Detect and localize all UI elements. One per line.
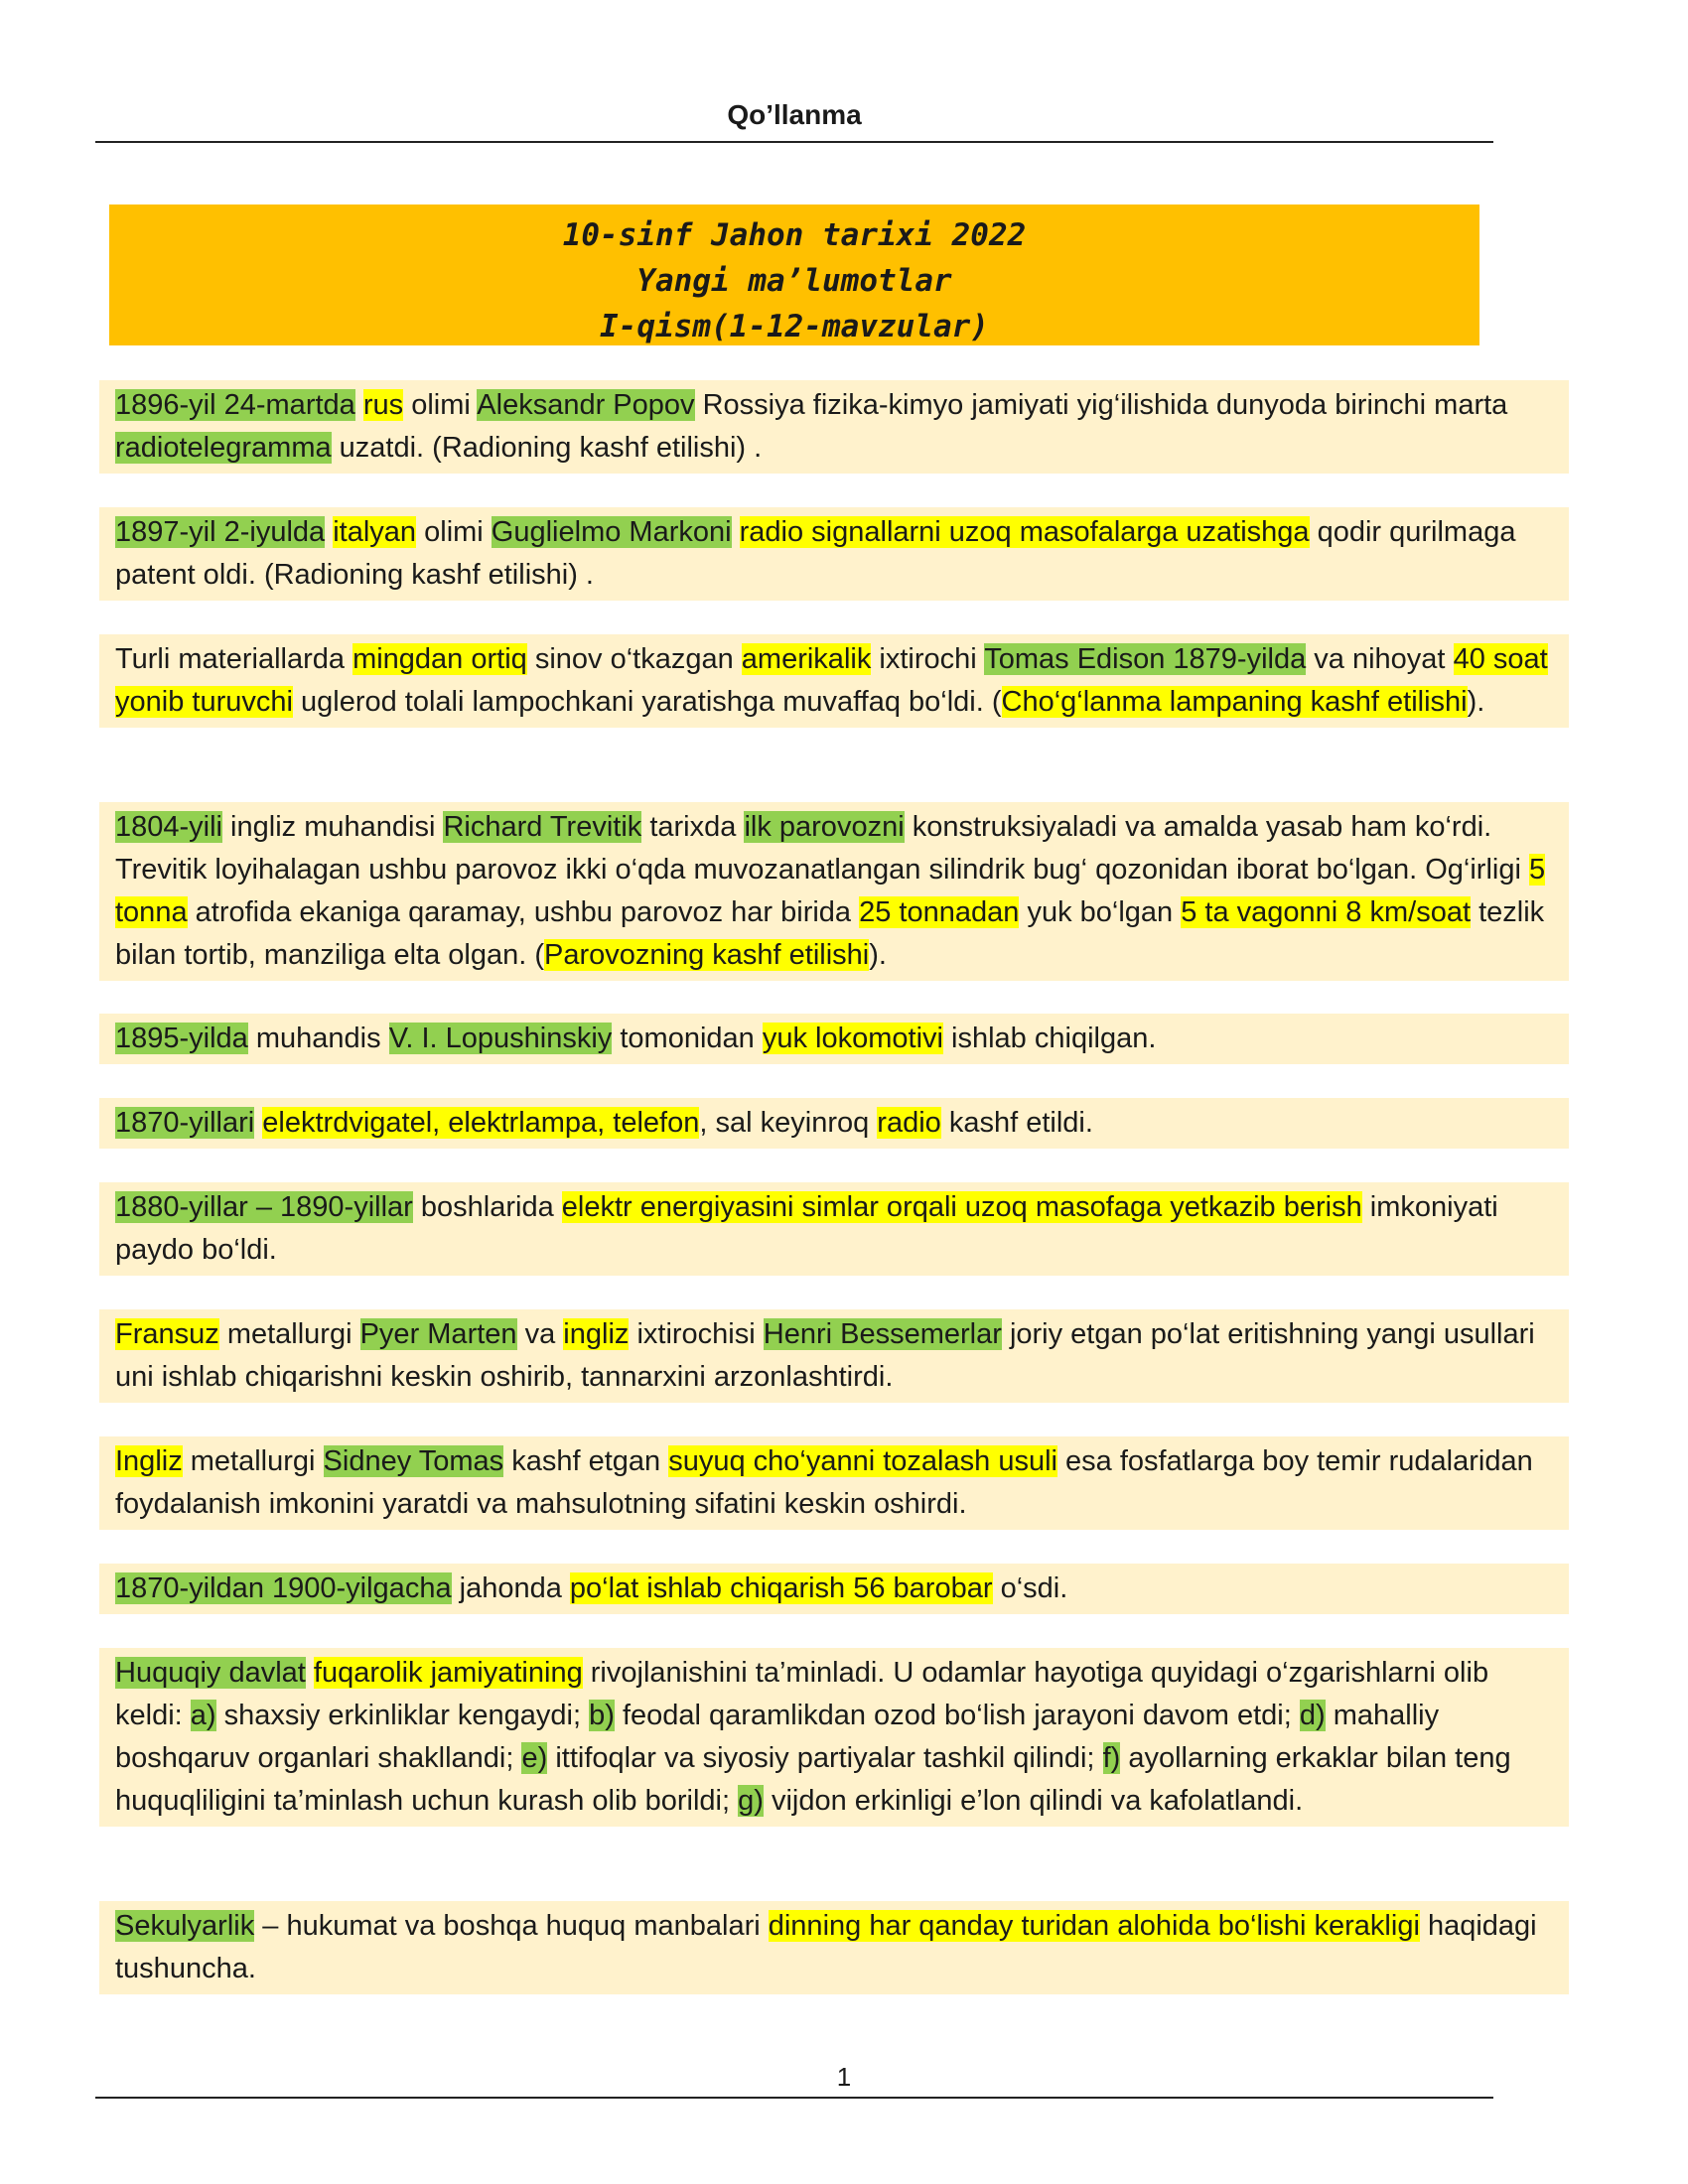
paragraph-text: , sal keyinroq: [699, 1107, 878, 1139]
highlight-green: b): [589, 1700, 615, 1731]
title-line-2: Yangi ma’lumotlar: [636, 263, 952, 299]
paragraph-text: atrofida ekaniga qaramay, ushbu parovoz har birida: [187, 896, 860, 928]
paragraph-text: tomonidan: [612, 1023, 763, 1054]
highlight-green: e): [521, 1742, 548, 1774]
paragraph-text: va nihoyat: [1306, 643, 1454, 675]
paragraph-text: shaxsiy erkinliklar kengaydi;: [215, 1700, 590, 1731]
paragraph-text: joriy etgan po‘lat eritishning yangi usullari uni ishlab chiqarishni keskin oshirib, tannarxini arzonlashtirdi.: [115, 1318, 1535, 1393]
paragraph-7: [99, 1182, 1569, 1276]
highlight-yellow: elektr energiyasini simlar orqali uzoq masofaga yetkazib berish: [561, 1191, 1362, 1223]
paragraph-text: boshlarida: [412, 1191, 562, 1223]
paragraph-text: ).: [869, 939, 887, 971]
paragraph-text: feodal qaramlikdan ozod bo‘lish jarayoni davom etdi;: [614, 1700, 1300, 1731]
highlight-yellow: Parovozning kashf etilishi: [544, 939, 870, 971]
paragraph-text: haqidagi tushuncha.: [115, 1910, 1537, 1984]
highlight-green: f): [1102, 1742, 1121, 1774]
highlight-yellow: Fransuz: [115, 1318, 219, 1350]
paragraph-text: Rossiya fizika-kimyo jamiyati yig‘ilishida dunyoda birinchi marta: [694, 389, 1508, 421]
paragraph-text: o‘sdi.: [992, 1572, 1068, 1604]
paragraph-text: qodir qurilmaga patent oldi. (Radioning kashf etilishi) .: [115, 516, 1516, 591]
highlight-yellow: 5 tonna: [115, 854, 1546, 928]
highlight-yellow: italyan: [333, 516, 417, 548]
paragraph-text: vijdon erkinligi e’lon qilindi va kafolatlandi.: [763, 1785, 1304, 1817]
highlight-yellow: ingliz: [563, 1318, 630, 1350]
paragraph-text: va: [516, 1318, 564, 1350]
paragraph-text: konstruksiyaladi va amalda yasab ham ko‘rdi. Trevitik loyihalagan ushbu parovoz ikki o‘qda muvozanatlangan silindrik bug‘ qozonidan iborat bo‘lgan. Og‘irligi: [115, 811, 1529, 886]
paragraph-text: tezlik bilan tortib, manziliga elta olgan. (: [115, 896, 1545, 971]
page-header-title: Qo’llanma: [727, 99, 862, 130]
paragraph-text: yuk bo‘lgan: [1019, 896, 1182, 928]
highlight-green: 1897-yil 2-iyulda: [115, 516, 326, 548]
highlight-yellow: 40 soat yonib turuvchi: [115, 643, 1548, 718]
paragraph-text: metallurgi: [218, 1318, 360, 1350]
paragraph-1: [99, 380, 1569, 474]
highlight-yellow: elektrdvigatel, elektrlampa, telefon: [262, 1107, 700, 1139]
highlight-green: Pyer Marten: [359, 1318, 517, 1350]
highlight-green: Henri Bessemerlar: [763, 1318, 1002, 1350]
paragraph-6: [99, 1098, 1569, 1149]
paragraph-8: [99, 1309, 1569, 1403]
highlight-yellow: dinning har qanday turidan alohida bo‘lishi kerakligi: [768, 1910, 1420, 1942]
paragraph-text: [355, 389, 363, 421]
highlight-green: 1895-yilda: [115, 1023, 248, 1054]
highlight-yellow: yuk lokomotivi: [762, 1023, 943, 1054]
paragraph-text: Turli materiallarda: [115, 643, 353, 675]
paragraph-text: tarixda: [641, 811, 745, 843]
paragraph-12: [99, 1901, 1569, 1994]
paragraph-text: ishlab chiqilgan.: [942, 1023, 1157, 1054]
highlight-yellow: 25 tonnadan: [859, 896, 1020, 928]
highlight-green: Richard Trevitik: [443, 811, 642, 843]
paragraph-5: [99, 1014, 1569, 1064]
paragraph-text: esa fosfatlarga boy temir rudalaridan foydalanish imkonini yaratdi va mahsulotning sifatini keskin oshirdi.: [115, 1445, 1533, 1520]
highlight-yellow: radio: [877, 1107, 941, 1139]
highlight-green: d): [1299, 1700, 1326, 1731]
highlight-yellow: rus: [362, 389, 404, 421]
paragraph-2: [99, 507, 1569, 601]
paragraph-3: [99, 634, 1569, 728]
paragraph-text: olimi: [403, 389, 478, 421]
highlight-green: Sidney Tomas: [323, 1445, 504, 1477]
paragraph-text: ).: [1467, 686, 1485, 718]
highlight-green: 1804-yili: [115, 811, 222, 843]
paragraph-text: kashf etildi.: [940, 1107, 1093, 1139]
highlight-green: 1896-yil 24-martda: [115, 389, 355, 421]
footer-divider: [95, 2097, 1493, 2099]
paragraph-text: olimi: [416, 516, 492, 548]
paragraph-text: jahonda: [451, 1572, 570, 1604]
highlight-green: radiotelegramma: [115, 432, 332, 464]
highlight-yellow: Ingliz: [115, 1445, 183, 1477]
paragraph-text: uglerod tolali lampochkani yaratishga muvaffaq bo‘ldi. (: [292, 686, 1002, 718]
paragraph-9: [99, 1436, 1569, 1530]
paragraph-text: ayollarning erkaklar bilan teng huquqliligini ta’minlash uchun kurash olib borildi;: [115, 1742, 1511, 1817]
paragraph-10: [99, 1564, 1569, 1614]
highlight-green: Guglielmo Markoni: [491, 516, 732, 548]
title-line-3: I-qism(1-12-mavzular): [600, 309, 989, 344]
paragraph-text: – hukumat va boshqa huquq manbalari: [254, 1910, 769, 1942]
highlight-green: Huquqiy davlat: [115, 1657, 306, 1689]
highlight-green: 1870-yildan 1900-yilgacha: [115, 1572, 452, 1604]
paragraph-text: imkoniyati paydo bo‘ldi.: [115, 1191, 1498, 1266]
highlight-green: 1870-yillari: [115, 1107, 255, 1139]
highlight-yellow: Cho‘g‘lanma lampaning kashf etilishi: [1001, 686, 1468, 718]
header-divider: [95, 141, 1493, 143]
paragraph-11: [99, 1648, 1569, 1827]
highlight-green: Aleksandr Popov: [477, 389, 695, 421]
highlight-green: Tomas Edison 1879-yilda: [984, 643, 1307, 675]
paragraph-text: ittifoqlar va siyosiy partiyalar tashkil qilindi;: [547, 1742, 1103, 1774]
paragraph-text: sinov o‘tkazgan: [526, 643, 742, 675]
paragraph-text: [306, 1657, 314, 1689]
paragraph-text: mahalliy boshqaruv organlari shakllandi;: [115, 1700, 1440, 1774]
paragraph-4: [99, 802, 1569, 981]
paragraph-text: kashf etgan: [503, 1445, 669, 1477]
paragraph-text: ixtirochisi: [629, 1318, 764, 1350]
paragraph-text: muhandis: [247, 1023, 389, 1054]
highlight-green: 1880-yillar – 1890-yillar: [115, 1191, 413, 1223]
page-number: 1: [836, 2062, 852, 2092]
paragraph-text: metallurgi: [182, 1445, 324, 1477]
paragraph-text: uzatdi. (Radioning kashf etilishi) .: [331, 432, 763, 464]
title-box: [109, 205, 1479, 345]
paragraph-text: ingliz muhandisi: [222, 811, 444, 843]
paragraph-text: rivojlanishini ta’minladi. U odamlar hayotiga quyidagi o‘zgarishlarni olib keldi:: [115, 1657, 1489, 1731]
highlight-green: a): [190, 1700, 216, 1731]
highlight-yellow: po‘lat ishlab chiqarish 56 barobar: [569, 1572, 993, 1604]
highlight-yellow: amerikalik: [741, 643, 872, 675]
paragraph-text: ixtirochi: [871, 643, 985, 675]
highlight-green: V. I. Lopushinskiy: [388, 1023, 613, 1054]
title-line-1: 10-sinf Jahon tarixi 2022: [562, 217, 1027, 253]
highlight-yellow: fuqarolik jamiyatining: [313, 1657, 583, 1689]
highlight-green: g): [738, 1785, 764, 1817]
highlight-yellow: 5 ta vagonni 8 km/soat: [1181, 896, 1472, 928]
highlight-yellow: radio signallarni uzoq masofalarga uzatishga: [739, 516, 1310, 548]
highlight-green: Sekulyarlik: [115, 1910, 255, 1942]
highlight-yellow: suyuq cho‘yanni tozalash usuli: [668, 1445, 1057, 1477]
paragraph-text: [732, 516, 740, 548]
highlight-yellow: mingdan ortiq: [352, 643, 527, 675]
highlight-green: ilk parovozni: [744, 811, 905, 843]
